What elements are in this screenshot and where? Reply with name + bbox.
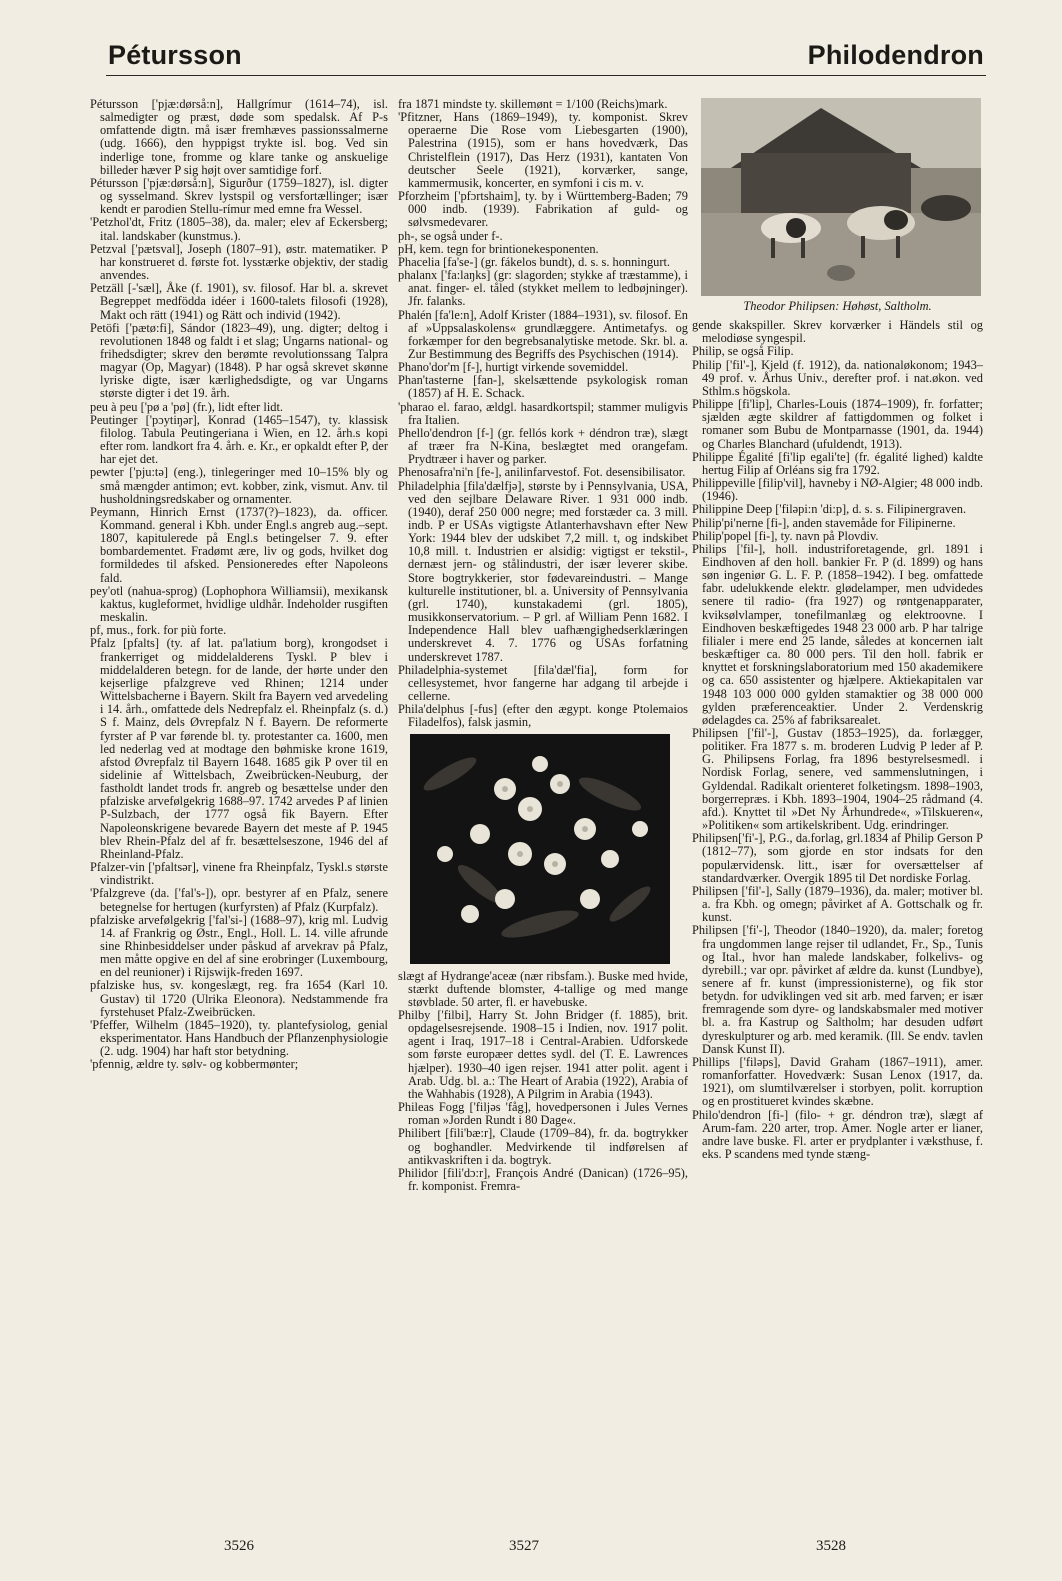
header-rule	[106, 75, 986, 76]
header-last-word: Philodendron	[807, 40, 984, 70]
entry: pewter ['pju:tə] (eng.), tinlegeringer med 10–15% bly og små mængder antimon; evt. kobber, zink, vismut. Anv. til husholdningsredskaber og ornamenter.	[90, 465, 388, 506]
entry: Philippe [fi'lip], Charles-Louis (1874–1909), fr. forfatter; sjælden ægte skildrer af fattigdommen og folket i romaner som Bubu de Montparnasse (1901, da. 1944) og Charles Blanchard (ufuldendt, 1913).	[692, 397, 983, 451]
entry: Philip, se også Filip.	[692, 344, 794, 359]
entry: Philippeville [filip'vil], havneby i NØ-Algier; 48 000 indb. (1946).	[692, 476, 983, 504]
entry: Pforzheim ['pfɔrtshaim], ty. by i Württemberg-Baden; 79 000 indb. (1939). Fabrikation af guld- og sølvsmedevarer.	[398, 189, 688, 230]
entry: Philadelphia [fila'dælfjə], største by i Pennsylvania, USA, ved den sejlbare Delaware River. 1 931 000 indb. (1940), deraf 250 000 negre; med forstæder ca. 3 mill. indb. P er USAs vigtigste Atlanterhavshavn efter New York: 1944 blev der udskibet 7,2 mill. t, og indskibet 10,8 mill. t. Industrien er alsidig: vigtigst er tekstil-, dernæst jern- og stålindustri, der især leverer skibe. Store bogtrykkerier, stor fødevareindustri. – Mange kulturelle institutioner, bl. a. University of Pennsylvania (grl. 1740), kunstakademi (grl. 1805), musikkonservatorium. – P grl. af William Penn 1682. I Independence Hall blev uafhængighedserklæringen underskrevet 4. 7. 1776 og USAs forfatning underskrevet 1787.	[398, 478, 688, 664]
painting-illustration	[701, 98, 981, 296]
entry: Philips ['fil-], holl. industriforetagende, grl. 1891 i Eindhoven af den holl. bankier Fr. P (d. 1899) og hans søn ingeniør G. L. F. P. (1858–1942). I beg. omfattede fabr. udelukkende elektr. glødelamper, men udvidedes senere til radio- (fra 1927) og røntgenapparater, kviksølvlamper, tonefilmanlæg og elektroovne. I Eindhoven beskæftigedes 1948 23 000 arb. P har talrige filialer i mere end 25 lande, således at koncernen ialt beskæftiger ca. 80 000 pers. Til den holl. fabrik er knyttet et forskningslaboratorium med 150 akademikere og ca. 650 assistenter og hjælpere. Aktiekapitalen var 1948 103 000 000 gylden stamaktier og 38 000 000 gylden præferenceaktier. Under 2. Verdenskrig ødelagdes ca. 25% af fabriksarealet.	[692, 541, 983, 727]
header-first-word: Pétursson	[108, 40, 242, 70]
entry: Philidor [fili'dɔ:r], François André (Danican) (1726–95), fr. komponist. Fremra-	[398, 1165, 688, 1193]
entry: Pétursson ['pjæ:dørså:n], Hallgrímur (1614–74), isl. salmedigter og præst, døde som spedalsk. Af P-s omfattende digtn. må især fremhæves passionssalmerne (udg. 1666), den hyppigst trykte isl. bog. Ved sin inderlige tone, fromme og klare tanke og anskuelige billeder hæver P sig højt over samtidige forf.	[90, 97, 388, 177]
entry: 'pfennig, ældre ty. sølv- og kobbermønter;	[90, 1057, 299, 1072]
entry: Philip'pi'nerne [fi-], anden stavemåde for Filipinerne.	[692, 515, 956, 530]
entry: phalanx ['fa:laŋks] (gr: slagorden; stykke af træstamme), i anat. finger- el. tåled (stykket mellem to ledbøjninger). Jfr. falanks.	[398, 268, 688, 309]
entry: Phileas Fogg ['filjəs 'fåg], hovedpersonen i Jules Vernes roman »Jorden Rundt i 80 Dage«.	[398, 1100, 688, 1128]
entry: 'Pfeffer, Wilhelm (1845–1920), ty. plantefysiolog, genial eksperimentator. Hans Handbuch der Pflanzenphysiologie (2. udg. 1904) har haft stor betydning.	[90, 1017, 389, 1059]
entry: slægt af Hydrange'aceæ (nær ribsfam.). Buske med hvide, stærkt duftende blomster, 4-tallige og med mange støvblade. 50 arter, fl. er havebuske.	[398, 968, 688, 1009]
running-header	[108, 40, 984, 76]
entry: fra 1871 mindste ty. skillemønt = 1/100 (Reichs)mark.	[398, 97, 668, 111]
page-number-right: 3528	[816, 1538, 846, 1554]
entry: Phello'dendron [f-] (gr. fellós kork + déndron træ), slægt af træer fra N-Kina, beslægtet med orangefam. Prydtræer i haver og parker.	[398, 425, 688, 467]
entry: Pfalzer-vin ['pfaltsər], vinene fra Rheinpfalz, Tyskl.s største vindistrikt.	[90, 860, 388, 888]
entry: Philipsen ['fil'-], Sally (1879–1936), da. maler; motiver bl. a. fra Kbh. og omegn; påvirket af A. Gottschalk og fr. kunst.	[692, 883, 983, 925]
entry: Philibert [fili'bæ:r], Claude (1709–84), fr. da. bogtrykker og boghandler. Medvirkende til indførelsen af antikvaskriften i da. bogtryk.	[398, 1126, 688, 1167]
entry: pfalziske arvefølgekrig ['fal'si-] (1688–97), krig ml. Ludvig 14. af Frankrig og Østr., Engl., Holl. L. 14. ville afrunde sine Rhinbesiddelser under påskud af arvekrav på Pfalz, men måtte opgive en del af sine erobringer (Luxembourg, en del reunioner) i Rijswijk-freden 1697.	[90, 912, 388, 980]
entry: peu à peu ['pø a 'pø] (fr.), lidt efter lidt.	[90, 399, 284, 414]
entry: Philipsen ['fil'-], Gustav (1853–1925), da. forlægger, politiker. Fra 1877 s. m. broderen Ludvig P leder af P. G. Philipsens Forlag, fra 1896 bestyrelsesmedl. i Nordisk Forlag, senere, ved sammenslutningen, i Gyldendal. Radikalt orienteret folketingsm. 1898–1903, borgerrepræs. i Kbh. 1893–1904, 1904–25 rådmand (4. afd.). Knyttet til »Det Ny Århundrede«, »Tilskueren«, »Politiken« som artikelskribent. Udg. erindringer.	[692, 726, 983, 833]
entry: Pfalz [pfalts] (ty. af lat. pa'latium borg), krongodset i frankerriget og middelalderens Tyskl. P blev i middelalderen betegn. for de lande, der hørte under den kejserlige pfalzgreve ved Rhinen; 1214 under Wittelsbacherne i Bayern. Skilt fra Bayern ved arvedeling i 14. årh., omfattede dels Nedrepfalz el. Rheinpfalz (s. d.) S f. Mainz, dels Øvrepfalz N f. Bayern. De reformerte fyrster af P var førende bl. ty. protestanter ca. 1600, men led nederlag ved at modtage den bøhmiske krone 1619, afstod Øvrepfalz til Bayern 1648. 1685 gik P over til en sidelinie af Wittelsbach, Zweibrücken-Neuburg, der fastholdt landet trods fr. angreb og besættelse under den pfalziske arvefølgekrig 1688–97. 1742 arvedes P af linien P-Sulzbach, der 1777 også fik Bayern. Efter Napoleonskrigene bevarede Bayern det meste af P. 1945 blev Rhein-Pfalz del af fr. besættelseszone, 1946 del af Rheinland-Pfalz.	[90, 636, 388, 861]
entry: Phila'delphus [-fus] (efter den ægypt. konge Ptolemaios Filadelfos), falsk jasmin,	[398, 702, 688, 730]
entry: Petöfi ['pætø:fi], Sándor (1823–49), ung. digter; deltog i revolutionen 1848 og faldt i et slag; Ungarns national- og frihedsdigter; skrev den berømte revolutionssang Talpra magyar (Op, Magyar) (1848). P har også skrevet skønne lyriske digte, især kærlighedsdigte, og var Ungarns største digter i det 19. årh.	[90, 320, 388, 401]
entry: Philip ['fil'-], Kjeld (f. 1912), da. nationaløkonom; 1943–49 prof. v. Århus Univ., derefter prof. i nat.økon. ved Sthlm.s högskola.	[692, 357, 983, 398]
entry: pey'otl (nahua-sprog) (Lophophora Williamsii), mexikansk kaktus, kugleformet, hvidlige uldhår. Indeholder rusgiften meskalin.	[90, 583, 388, 625]
entry: pfalziske hus, sv. kongeslægt, reg. fra 1654 (Karl 10. Gustav) til 1720 (Ulrika Eleonora). Nedstammende fra fyrstehuset Pfalz-Zweibrücken.	[90, 978, 388, 1019]
philadelphus-flower-photo	[410, 734, 670, 964]
entry: Philippine Deep ['filəpi:n 'di:p], d. s. s. Filipinergraven.	[692, 502, 967, 517]
entry: Philippe Égalité [fi'lip egali'te] (fr. égalité lighed) kaldte hertug Filip af Orléans sig fra 1792.	[692, 449, 983, 477]
page-number-middle: 3527	[509, 1538, 539, 1554]
entry: Phano'dor'm [f-], hurtigt virkende sovemiddel.	[398, 360, 629, 375]
entry: Petzval ['pætsval], Joseph (1807–91), østr. matematiker. P har konstrueret d. første fot. lysstærke objektiv, der stadig anvendes.	[90, 241, 388, 283]
entry: 'Pfitzner, Hans (1869–1949), ty. komponist. Skrev operaerne Die Rose vom Liebesgarten (1900), Palestrina (1915), som er hans hovedværk, Das Christelflein (1917), Das Herz (1931), kantaten Von deutscher Seele (1921), korværker, sange, kammermusik, koncerter, en symfoni i cis m. v.	[398, 110, 688, 190]
entry: gende skakspiller. Skrev korværker i Händels stil og melodiøse syngespil.	[692, 318, 983, 346]
entry: pH, kem. tegn for brintionekesponenten.	[398, 241, 599, 256]
column-1	[90, 98, 388, 1072]
entry: Philipsen ['fi'-], Theodor (1840–1920), da. maler; foretog fra ungdommen lange rejser til udlandet, Fr., Sp., Tunis og Ital., hvor han malede landskaber, folkelivs- og dyrebill.; var opr. påvirket af ældre da. kunst (Lundbye), senere af fr. kunst (impressionisterne), og fik stor betydn. for udviklingen ved sit arb. med farven; er især fremragende som dyre- og landskabsmaler med motiver bl. a. fra Kastrup og Saltholm; har desuden udført dyreskulpturer og arb. med keramik. (Ill. Se endv. tavlen Dansk Kunst II).	[692, 923, 983, 1056]
entry: Phillips ['filəps], David Graham (1867–1911), amer. romanforfatter. Hovedværk: Susan Lenox (1917, da. 1921), om slumtilværelser i storbyen, polit. korruption og en prostitueret kvindes skæbne.	[692, 1054, 983, 1109]
entry: Philo'dendron [fi-] (filo- + gr. déndron træ), slægt af Arum-fam. 220 arter, trop. Amer. Nogle arter er lianer, andre lave buske. Fl. arter er prydplanter i væksthuse, f. eks. P scandens med tynde stæng-	[692, 1107, 983, 1161]
entry: Philip'popel [fi-], ty. navn på Plovdiv.	[692, 528, 879, 543]
entry: Philadelphia-systemet [fila'dæl'fia], form for cellesystemet, hvor fangerne har adgang til arbejde i cellerne.	[398, 662, 688, 704]
entry: Peymann, Hinrich Ernst (1737(?)–1823), da. officer. Kommand. general i Kbh. under Engl.s angreb aug.–sept. 1807, kapitulerede på Engl.s betingelser 7. 9. efter bombardementet. Fradømt ære, liv og gods, hvilket dog formildedes til afsked. Pensioneredes efter Napoleons fald.	[90, 504, 388, 585]
painting-caption: Theodor Philipsen: Høhøst, Saltholm.	[743, 299, 932, 313]
flower-illustration	[410, 734, 670, 964]
entry: Petzäll [-'sæl], Åke (f. 1901), sv. filosof. Har bl. a. skrevet Begreppet medfödda idéer i 1600-talets filosofi (1928), Makt och rätt (1941) og Rätt och individ (1942).	[90, 281, 388, 322]
entry: 'Pfalzgreve (da. ['fal's-]), opr. bestyrer af en Pfalz, senere betegnelse for hertugen (kurfyrsten) af Pfalz (Kurpfalz).	[90, 886, 388, 914]
entry: Peutinger ['pɔytiŋər], Konrad (1465–1547), ty. klassisk filolog. Tabula Peutingeriana i Wien, en 12. årh.s kopi efter rom. landkort fra 4. årh. e. Kr., er opkaldt efter P, der har ejet det.	[90, 412, 388, 467]
entry: Philby ['filbi], Harry St. John Bridger (f. 1885), brit. opdagelsesrejsende. 1908–15 i Indien, nov. 1917 polit. agent i Iraq, 1917–18 i Central-Arabien. Udforskede som første europæer dettes sydl. del (T. E. Lawrences hjælper). 1930–40 igen rejser. 1941 atter polit. agent i Arab. Udg. bl. a.: The Heart of Arabia (1922), Arabia of the Wahhabis (1928), A Pilgrim in Arabia (1943).	[398, 1007, 688, 1101]
painting-photo	[701, 98, 981, 296]
entry: Phan'tasterne [fan-], skelsættende psykologisk roman (1857) af H. E. Schack.	[398, 373, 688, 401]
column-2	[398, 98, 688, 1193]
entry: pf, mus., fork. for più forte.	[90, 623, 227, 638]
entry: Phacelia [fa'se-] (gr. fákelos bundt), d. s. s. honningurt.	[398, 254, 671, 269]
entry: 'pharao el. farao, ældgl. hasardkortspil; stammer muligvis fra Italien.	[398, 399, 688, 427]
entry: 'Petzhol'dt, Fritz (1805–38), da. maler; elev af Eckersberg; ital. landskaber (kunstmus.).	[90, 215, 388, 243]
entry: Pétursson ['pjæ:dørså:n], Sigurður (1759–1827), isl. digter og sysselmand. Skrev lystspil og versfortællinger; især kendt er parodien Stellu-rímur med emne fra Wessel.	[90, 175, 388, 217]
entry: Phenosafra'ni'n [fe-], anilinfarvestof. Fot. desensibilisator.	[398, 465, 686, 480]
page-number-left: 3526	[224, 1538, 254, 1554]
entry: ph-, se også under f-.	[398, 228, 503, 243]
column-3	[692, 98, 983, 1161]
entry: Philipsen['fi'-], P.G., da.forlag, grl.1834 af Philip Gerson P (1812–77), som gjorde en stor indsats for den populærvidensk. litt., især for oversættelser af standardværker. Overgik 1895 til Det nordiske Forlag.	[692, 831, 983, 885]
entry: Phalén [fa'le:n], Adolf Krister (1884–1931), sv. filosof. En af »Uppsalaskolens« grundlæggere. Antimetafys. og forkæmper for den begrebsanalytiske metode. Skr. bl. a. Zur Bestimmung des Begriffs des Psychischen (1914).	[398, 307, 688, 361]
